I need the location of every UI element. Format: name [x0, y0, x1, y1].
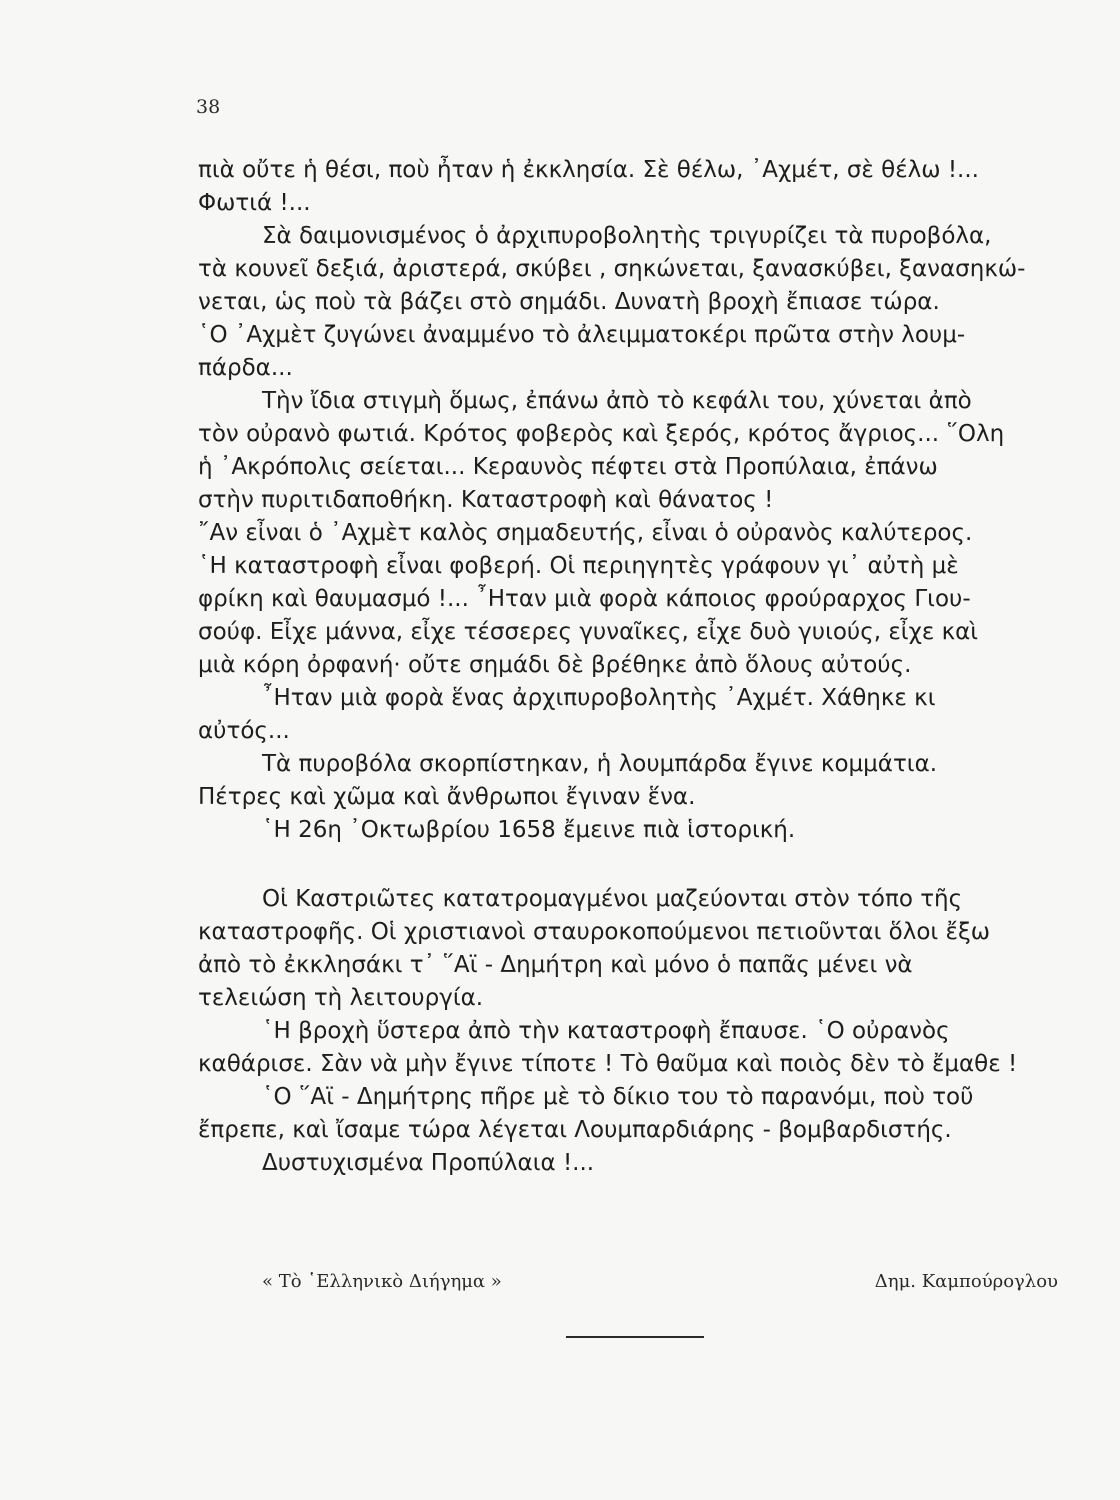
page-number: 38: [196, 96, 221, 118]
text-line: ῏Ηταν μιὰ φορὰ ἕνας ἀρχιπυροβολητὴς ᾿Αχμέτ. Χάθηκε κι: [262, 685, 936, 711]
text-line: αὐτός...: [198, 718, 290, 744]
text-line: νεται, ὡς ποὺ τὰ βάζει στὸ σημάδι. Δυνατὴ βροχὴ ἔπιασε τώρα.: [198, 289, 940, 315]
text-line: φρίκη καὶ θαυμασμό !... ῏Ηταν μιὰ φορὰ κάποιος φρούραρχος Γιου-: [198, 586, 971, 612]
text-line: ῾Η 26η ᾿Οκτωβρίου 1658 ἔμεινε πιὰ ἱστορική.: [262, 817, 796, 843]
text-line: στὴν πυριτιδαποθήκη. Καταστροφὴ καὶ θάνατος !: [198, 487, 774, 513]
text-line: πιὰ οὔτε ἡ θέσι, ποὺ ἦταν ἡ ἐκκλησία. Σὲ θέλω, ᾿Αχμέτ, σὲ θέλω !...: [198, 157, 979, 183]
text-line: Πέτρες καὶ χῶμα καὶ ἄνθρωποι ἔγιναν ἕνα.: [198, 784, 696, 810]
text-line: ἀπὸ τὸ ἐκκλησάκι τ᾿ ῞Αϊ - Δημήτρη καὶ μόνο ὁ παπᾶς μένει νὰ: [198, 952, 913, 978]
text-line: σούφ. Εἶχε μάννα, εἶχε τέσσερες γυναῖκες, εἶχε δυὸ γυιούς, εἶχε καὶ: [198, 619, 979, 645]
text-line: τελειώση τὴ λειτουργία.: [198, 985, 484, 1011]
text-line: πάρδα...: [198, 355, 293, 381]
source-title: « Τὸ ῾Ελληνικὸ Διήγημα »: [262, 1271, 502, 1292]
text-line: καθάρισε. Σὰν νὰ μὴν ἔγινε τίποτε ! Τὸ θαῦμα καὶ ποιὸς δὲν τὸ ἔμαθε !: [198, 1051, 1018, 1077]
text-line: ῎Αν εἶναι ὁ ᾿Αχμὲτ καλὸς σημαδευτής, εἶναι ὁ οὐρανὸς καλύτερος.: [198, 520, 973, 546]
end-divider: [566, 1336, 704, 1338]
text-line: ῾Η καταστροφὴ εἶναι φοβερή. Οἱ περιηγητὲς γράφουν γι᾿ αὐτὴ μὲ: [198, 553, 959, 579]
text-line: Οἱ Καστριῶτες κατατρομαγμένοι μαζεύονται στὸν τόπο τῆς: [262, 886, 963, 912]
text-line: ἡ ᾿Ακρόπολις σείεται... Κεραυνὸς πέφτει στὰ Προπύλαια, ἐπάνω: [198, 454, 938, 480]
text-line: τὸν οὐρανὸ φωτιά. Κρότος φοβερὸς καὶ ξερός, κρότος ἄγριος... ῞Ολη: [198, 421, 1005, 447]
text-line: Φωτιά !...: [198, 190, 311, 216]
text-line: ῾Ο ᾿Αχμὲτ ζυγώνει ἀναμμένο τὸ ἀλειμματοκέρι πρῶτα στὴν λουμ-: [198, 322, 966, 348]
text-line: Δυστυχισμένα Προπύλαια !...: [262, 1150, 595, 1176]
author-name: Δημ. Καμπούρογλου: [874, 1271, 1058, 1292]
text-line: Τὰ πυροβόλα σκορπίστηκαν, ἡ λουμπάρδα ἔγινε κομμάτια.: [262, 751, 938, 777]
text-line: Τὴν ἴδια στιγμὴ ὅμως, ἐπάνω ἀπὸ τὸ κεφάλι του, χύνεται ἀπὸ: [262, 388, 972, 414]
text-line: ῾Ο ῞Αϊ - Δημήτρης πῆρε μὲ τὸ δίκιο του τὸ παρανόμι, ποὺ τοῦ: [262, 1084, 974, 1110]
text-line: καταστροφῆς. Οἱ χριστιανοὶ σταυροκοπούμενοι πετιοῦνται ὅλοι ἔξω: [198, 919, 991, 945]
text-line: ἔπρεπε, καὶ ἴσαμε τώρα λέγεται Λουμπαρδιάρης - βομβαρδιστής.: [198, 1117, 952, 1143]
text-line: τὰ κουνεῖ δεξιά, ἀριστερά, σκύβει , σηκώνεται, ξανασκύβει, ξανασηκώ-: [198, 256, 1026, 282]
story-text: [198, 154, 1058, 1180]
text-line: Σὰ δαιμονισμένος ὁ ἀρχιπυροβολητὴς τριγυρίζει τὰ πυροβόλα,: [262, 223, 992, 249]
text-line: ῾Η βροχὴ ὕστερα ἀπὸ τὴν καταστροφὴ ἔπαυσε. ῾Ο οὐρανὸς: [262, 1018, 950, 1044]
section-gap: [198, 847, 1058, 883]
text-line: μιὰ κόρη ὀρφανή· οὔτε σημάδι δὲ βρέθηκε ἀπὸ ὅλους αὐτούς.: [198, 652, 912, 678]
